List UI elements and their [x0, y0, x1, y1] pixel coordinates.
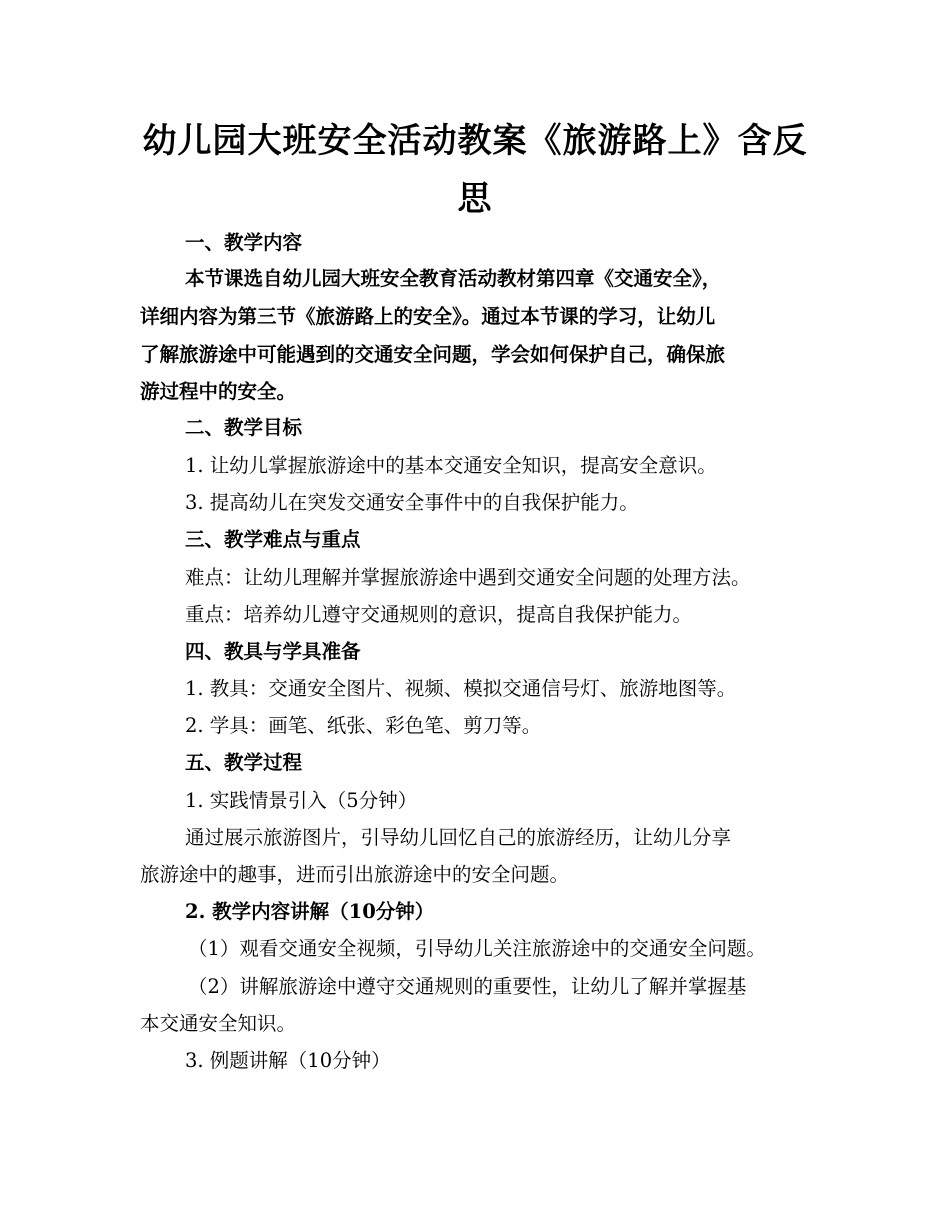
section-heading-tools: 四、教具与学具准备 — [185, 640, 361, 663]
process-step-text: 旅游途中的趣事，进而引出旅游途中的安全问题。 — [140, 863, 570, 886]
tools-item: 2. 学具：画笔、纸张、彩色笔、剪刀等。 — [185, 714, 542, 737]
section-heading-process: 五、教学过程 — [185, 751, 303, 774]
process-step-title: 1. 实践情景引入（5分钟） — [185, 789, 418, 812]
tools-item: 1. 教具：交通安全图片、视频、模拟交通信号灯、旅游地图等。 — [185, 677, 737, 700]
process-step-text: （2）讲解旅游途中遵守交通规则的重要性，让幼儿了解并掌握基 — [188, 975, 747, 998]
goal-item: 3. 提高幼儿在突发交通安全事件中的自我保护能力。 — [185, 491, 639, 514]
document-title — [140, 112, 810, 228]
keypoint-text: 重点：培养幼儿遵守交通规则的意识，提高自我保护能力。 — [185, 603, 693, 626]
process-step-text: （1）观看交通安全视频，引导幼儿关注旅游途中的交通安全问题。 — [188, 937, 766, 960]
section-heading-content: 一、教学内容 — [185, 231, 303, 254]
intro-paragraph-line: 游过程中的安全。 — [140, 380, 297, 403]
section-heading-difficulty: 三、教学难点与重点 — [185, 528, 361, 551]
intro-paragraph-line: 了解旅游途中可能遇到的交通安全问题，学会如何保护自己，确保旅 — [140, 343, 726, 366]
process-step-title: 3. 例题讲解（10分钟） — [185, 1049, 391, 1072]
difficulty-text: 难点：让幼儿理解并掌握旅游途中遇到交通安全问题的处理方法。 — [185, 566, 751, 589]
goal-item: 1. 让幼儿掌握旅游途中的基本交通安全知识，提高安全意识。 — [185, 454, 717, 477]
process-step-text: 通过展示旅游图片，引导幼儿回忆自己的旅游经历，让幼儿分享 — [185, 826, 732, 849]
section-heading-goals: 二、教学目标 — [185, 416, 303, 439]
intro-paragraph-line: 本节课选自幼儿园大班安全教育活动教材第四章《交通安全》， — [185, 267, 722, 290]
title-line-2: 思 — [457, 179, 493, 219]
process-step-title: 2. 教学内容讲解（10分钟） — [185, 900, 435, 923]
intro-paragraph-line: 详细内容为第三节《旅游路上的安全》。通过本节课的学习，让幼儿 — [140, 305, 716, 328]
title-line-1: 幼儿园大班安全活动教案《旅游路上》含反 — [142, 121, 808, 161]
process-step-text: 本交通安全知识。 — [140, 1012, 297, 1035]
